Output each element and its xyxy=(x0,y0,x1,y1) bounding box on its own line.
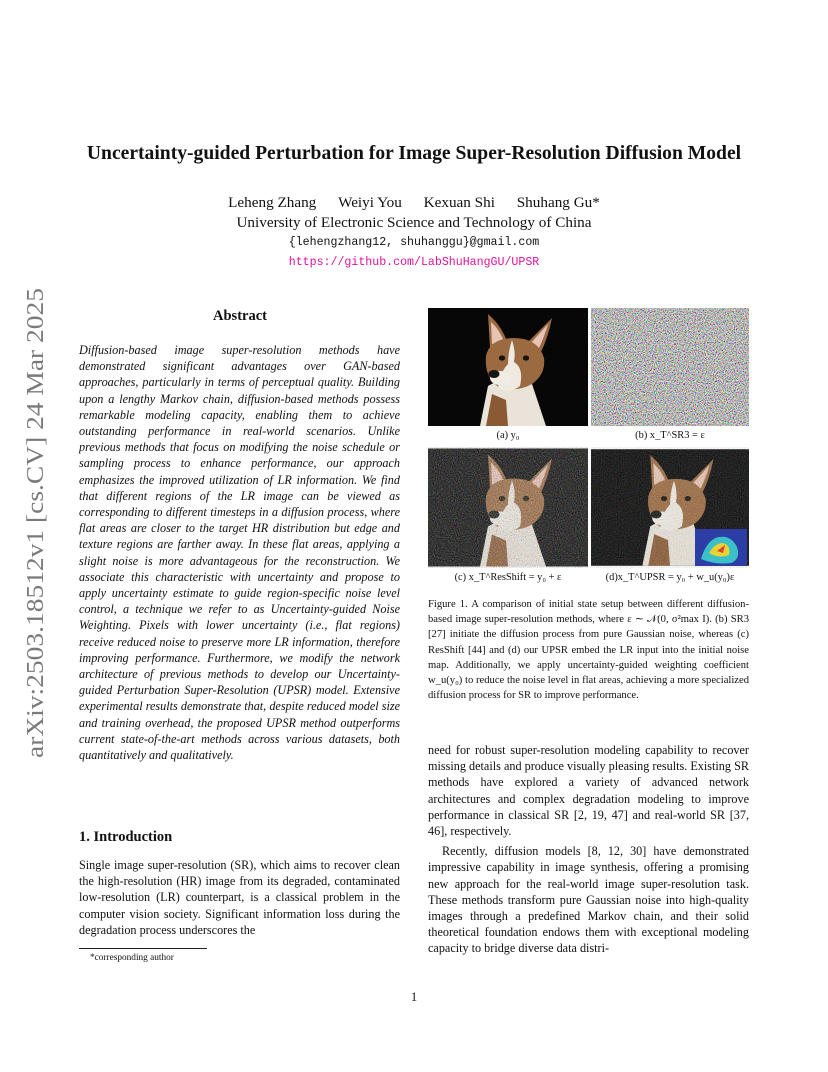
paragraph-2: Recently, diffusion models [8, 12, 30] have demonstrated impressive capability in image synthesis, offering a promising new approach for the real-world image super-resolution task. These methods transform pure Gaussian noise into high-quality images through a predefined Markov chain, and their solid theoretical foundation endows them with exceptional modeling capacity to bridge diverse data distri- xyxy=(428,844,749,956)
author-list xyxy=(60,194,768,212)
figure-panel-c-label: (c) x_T^ResShift = y₀ + ε xyxy=(454,572,562,583)
footnote-rule xyxy=(79,948,207,949)
introduction-text: Single image super-resolution (SR), which aims to recover clean the high-resolution (HR) image from its degraded, contaminated low-resolution (LR) counterpart, is a classical problem in the computer vision society. Significant information loss during the degradation process underscores the xyxy=(79,858,400,937)
arxiv-stamp-svg xyxy=(22,288,50,758)
author-1: Leheng Zhang xyxy=(228,194,317,211)
figure-panel-c-image xyxy=(428,447,588,568)
author-2: Weiyi You xyxy=(338,194,402,211)
figure-1-caption: Figure 1. A comparison of initial state setup between different diffusion-based image super-resolution methods, where ε ∼ 𝒩(0, σ²max I). (b) SR3 [27] initiate the diffusion process from pure Gaussian noise, whereas (c) ResShift [44] and (d) our UPSR embed the LR input into the initial noise map. Additionally, we apply uncertainty-guided weighting coefficient w_u(y₀) to reduce the noise level in flat areas, achieving a more specialized diffusion process for SR to improve performance. xyxy=(428,599,749,702)
figure-panel-b-image xyxy=(591,308,749,426)
figure-panel-a-label: (a) y₀ xyxy=(496,430,520,441)
author-email: {lehengzhang12, shuhanggu}@gmail.com xyxy=(288,236,540,249)
author-3: Kexuan Shi xyxy=(423,194,495,211)
right-column-body xyxy=(428,742,749,961)
arxiv-side-stamp xyxy=(22,288,50,758)
figure-panel-b-label: (b) x_T^SR3 = ε xyxy=(635,430,705,441)
figure-panel-d-image xyxy=(591,447,749,568)
footnote: *corresponding author xyxy=(90,953,174,963)
affiliation: University of Electronic Science and Technology of China xyxy=(236,214,592,231)
abstract-text: Diffusion-based image super-resolution methods have demonstrated significant advantages over GAN-based approaches, particularly in terms of perceptual quality. Building upon a lengthy Markov chain, diffusion-based methods possess remarkable modeling capacity, enabling them to achieve outstanding performance in real-world scenarios. Unlike previous methods that focus on modifying the noise schedule or sampling process to enhance performance, our approach emphasizes the improved utilization of LR information. We find that different regions of the LR image can be viewed as corresponding to different timesteps in a diffusion process, where flat areas are closer to the target HR distribution but edge and texture regions are farther away. In these flat areas, applying a slight noise is more advantageous for the reconstruction. We associate this characteristic with uncertainty and propose to apply uncertainty estimate to guide region-specific noise level control, a technique we refer to as Uncertainty-guided Noise Weighting. Pixels with lower uncertainty (i.e., flat regions) receive reduced noise to preserve more LR information, therefore improving performance. Furthermore, we modify the network architecture of previous methods to develop our Uncertainty-guided Perturbation Super-Resolution (UPSR) model. Extensive experimental results demonstrate that, despite reduced model size and training overhead, the proposed UPSR method outperforms current state-of-the-art methods across various datasets, both quantitatively and qualitatively. xyxy=(79,343,400,763)
abstract-heading: Abstract xyxy=(213,308,267,324)
uncertainty-map-inset xyxy=(695,529,747,566)
author-4: Shuhang Gu* xyxy=(516,194,600,211)
figure-panel-a-image xyxy=(428,308,588,426)
arxiv-stamp-text: arXiv:2503.18512v1 [cs.CV] 24 Mar 2025 xyxy=(22,338,49,758)
page-number: 1 xyxy=(410,990,418,1004)
section-heading-introduction: 1. Introduction xyxy=(79,829,173,845)
paragraph-1: need for robust super-resolution modeling capability to recover missing details and produce visually pleasing results. Existing SR methods have explored a variety of advanced network architectures and complex degradation modeling to improve performance in classical SR [2, 19, 47] and real-world SR [37, 46], respectively. xyxy=(428,743,749,839)
figure-panel-d-label: (d)x_T^UPSR = y₀ + w_u(y₀)ε xyxy=(605,572,735,583)
project-link[interactable]: https://github.com/LabShuHangGU/UPSR xyxy=(288,256,540,269)
paper-title: Uncertainty-guided Perturbation for Image Super-Resolution Diffusion Model xyxy=(86,143,742,164)
